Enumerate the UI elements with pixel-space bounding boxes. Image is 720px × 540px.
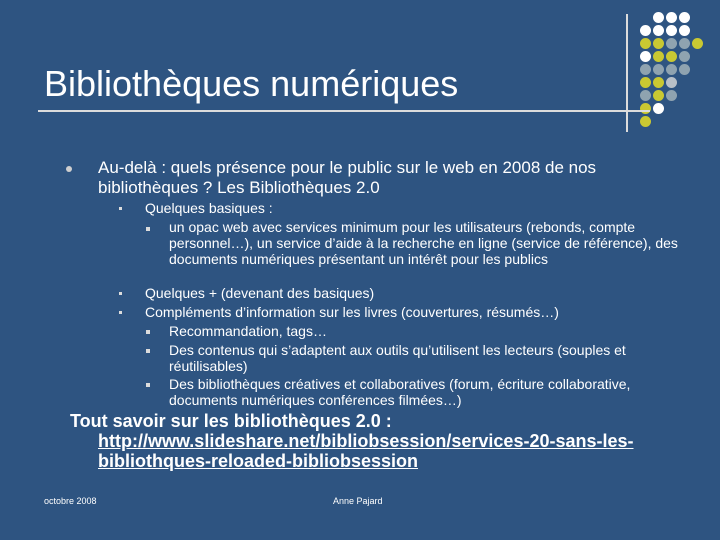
bullet-icon — [119, 292, 122, 295]
decorative-dot — [666, 38, 677, 49]
slide-title: Bibliothèques numériques — [44, 63, 459, 104]
decorative-dot — [653, 38, 664, 49]
decorative-dot — [653, 12, 664, 23]
decorative-dot — [653, 64, 664, 75]
decorative-dot — [666, 12, 677, 23]
decorative-dot — [666, 51, 677, 62]
decorative-dot — [666, 90, 677, 101]
decorative-dot — [653, 77, 664, 88]
decorative-dot — [653, 103, 664, 114]
list-item-basics: Quelques basiques : — [145, 200, 273, 216]
decorative-dot — [640, 64, 651, 75]
decorative-dot — [640, 103, 651, 114]
decorative-dot — [679, 25, 690, 36]
tout-savoir-heading: Tout savoir sur les bibliothèques 2.0 : — [70, 411, 392, 431]
list-item-sub-recommandation: Recommandation, tags… — [169, 323, 327, 339]
decorative-dot — [653, 90, 664, 101]
list-item-complements: Compléments d’information sur les livres (couvertures, résumés…) — [145, 304, 559, 320]
footer-author: Anne Pajard — [333, 496, 383, 506]
decorative-dot — [640, 77, 651, 88]
decorative-dot — [666, 77, 677, 88]
decorative-dot — [640, 51, 651, 62]
list-item-basics-detail: un opac web avec services minimum pour les utilisateurs (rebonds, compte personnel…), un service d’aide à la recherche en ligne (service de référence), des documents numériques présentant un intérêt pour les publics — [169, 219, 678, 267]
decorative-dot — [679, 12, 690, 23]
list-item-sub-creatives: Des bibliothèques créatives et collaboratives (forum, écriture collaborative, documents numériques conférences filmées…) — [169, 376, 631, 408]
title-underline — [38, 110, 650, 112]
decorative-dot — [640, 25, 651, 36]
bullet-icon — [66, 166, 72, 172]
decorative-dot — [653, 51, 664, 62]
main-bullet-text: Au-delà : quels présence pour le public sur le web en 2008 de nos bibliothèques ? Les Bibliothèques 2.0 — [98, 158, 597, 197]
bullet-icon — [119, 207, 122, 210]
list-item-plus: Quelques + (devenant des basiques) — [145, 285, 375, 301]
decorative-dot — [640, 38, 651, 49]
bullet-icon — [119, 311, 122, 314]
bullet-icon — [146, 349, 150, 353]
decorative-dot-grid — [640, 12, 720, 132]
decorative-dot — [679, 51, 690, 62]
decorative-dot — [692, 38, 703, 49]
decorative-dot — [679, 64, 690, 75]
decorative-dot — [666, 25, 677, 36]
decorative-dot — [640, 90, 651, 101]
decorative-dot — [640, 116, 651, 127]
slideshare-link[interactable]: http://www.slideshare.net/bibliobsession/services-20-sans-les-bibliothques-reloaded-bibliobsession — [98, 431, 634, 471]
vertical-divider — [626, 14, 628, 132]
list-item-sub-contenus: Des contenus qui s’adaptent aux outils qu’utilisent les lecteurs (souples et réutilisables) — [169, 342, 626, 374]
decorative-dot — [666, 64, 677, 75]
bullet-icon — [146, 330, 150, 334]
bullet-icon — [146, 383, 150, 387]
decorative-dot — [679, 38, 690, 49]
bullet-icon — [146, 227, 150, 231]
decorative-dot — [653, 25, 664, 36]
footer-date: octobre 2008 — [44, 496, 97, 506]
